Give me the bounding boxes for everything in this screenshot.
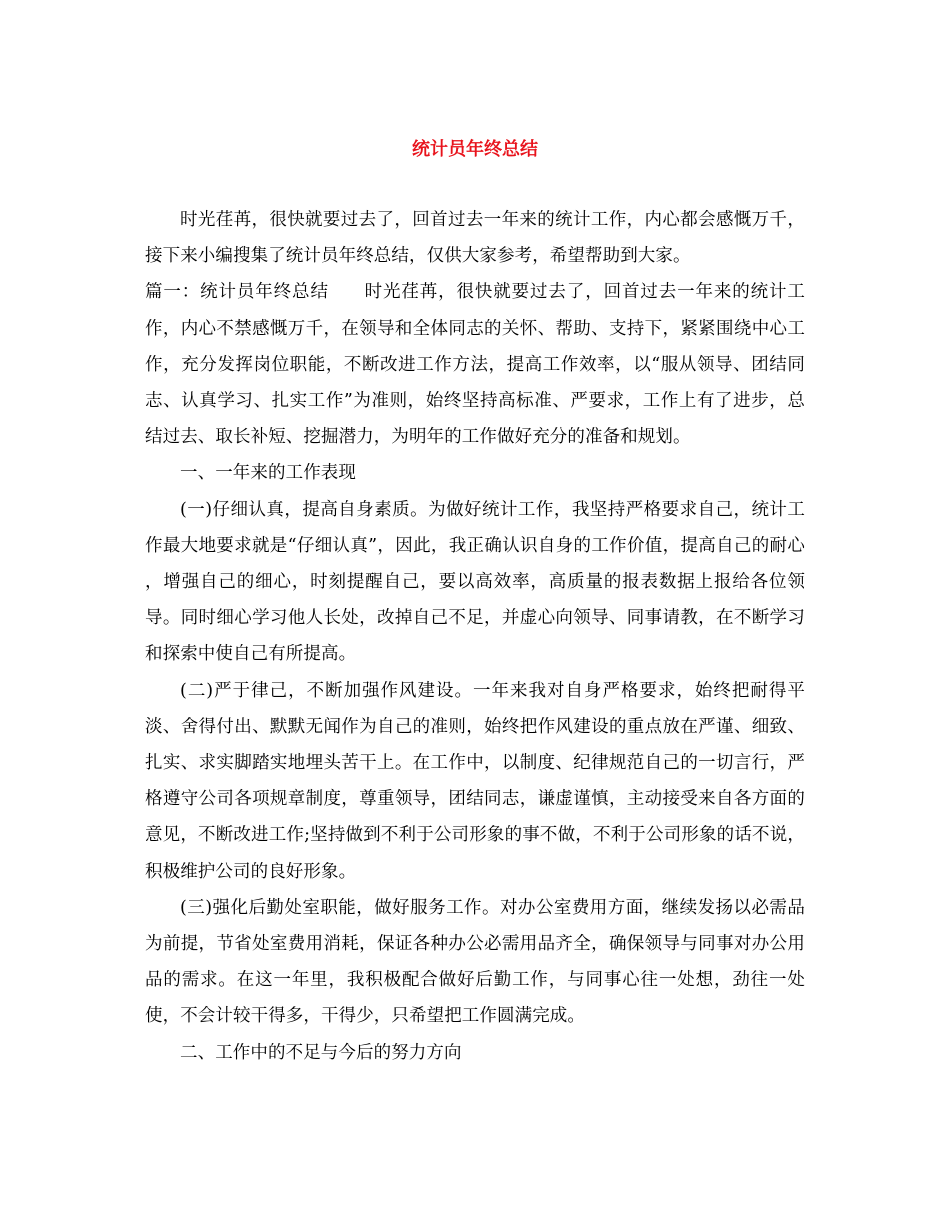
document-title: 统计员年终总结	[412, 139, 538, 160]
paragraph-item-1: (一)仔细认真，提高自身素质。为做好统计工作，我坚持严格要求自己，统计工作最大地要求就是“仔细认真”，因此，我正确认识自身的工作价值，提高自己的耐心 ，增强自己的细心，时刻提醒自己，要以高效率，高质量的报表数据上报给各位领导。同时细心学习他人长处，改掉自己不足，并虚心向领导、同事请教，在不断学习和探索中使自己有所提高。	[145, 499, 805, 665]
section-paragraph	[145, 274, 805, 455]
section-intro-text: 时光荏苒，很快就要过去了，回首过去一年来的统计工作，内心不禁感慨万千，在领导和全体同志的关怀、帮助、支持下，紧紧围绕中心工作，充分发挥岗位职能，不断改进工作方法，提高工作效率，以“服从领导、团结同志、认真学习、扎实工作”为准则，始终坚持高标准、严要求，工作上有了进步，总结过去、取长补短、挖掘潜力，为明年的工作做好充分的准备和规划。	[145, 282, 805, 448]
intro-paragraph: 时光荏苒，很快就要过去了，回首过去一年来的统计工作，内心都会感慨万千，接下来小编搜集了统计员年终总结，仅供大家参考，希望帮助到大家。	[145, 210, 805, 267]
heading-shortcomings: 二、工作中的不足与今后的努力方向	[180, 1042, 462, 1063]
paragraph-item-3: (三)强化后勤处室职能，做好服务工作。对办公室费用方面，继续发扬以必需品为前提，节省处室费用消耗，保证各种办公必需用品齐全，确保领导与同事对办公用品的需求。在这一年里，我积极配合做好后勤工作，与同事心往一处想，劲往一处使，不会计较干得多，干得少，只希望把工作圆满完成。	[145, 897, 805, 1027]
document-body	[145, 202, 805, 1071]
heading-work-performance: 一、一年来的工作表现	[180, 463, 356, 484]
section-label: 篇一：统计员年终总结	[145, 282, 329, 303]
paragraph-item-2: (二)严于律己，不断加强作风建设。一年来我对自身严格要求，始终把耐得平淡、舍得付出、默默无闻作为自己的准则，始终把作风建设的重点放在严谨、细致、扎实、求实脚踏实地埋头苦干上。在工作中，以制度、纪律规范自己的一切言行，严格遵守公司各项规章制度，尊重领导，团结同志，谦虚谨慎，主动接受来自各方面的意见，不断改进工作;坚持做到不利于公司形象的事不做，不利于公司形象的话不说，积极维护公司的良好形象。	[145, 680, 805, 882]
